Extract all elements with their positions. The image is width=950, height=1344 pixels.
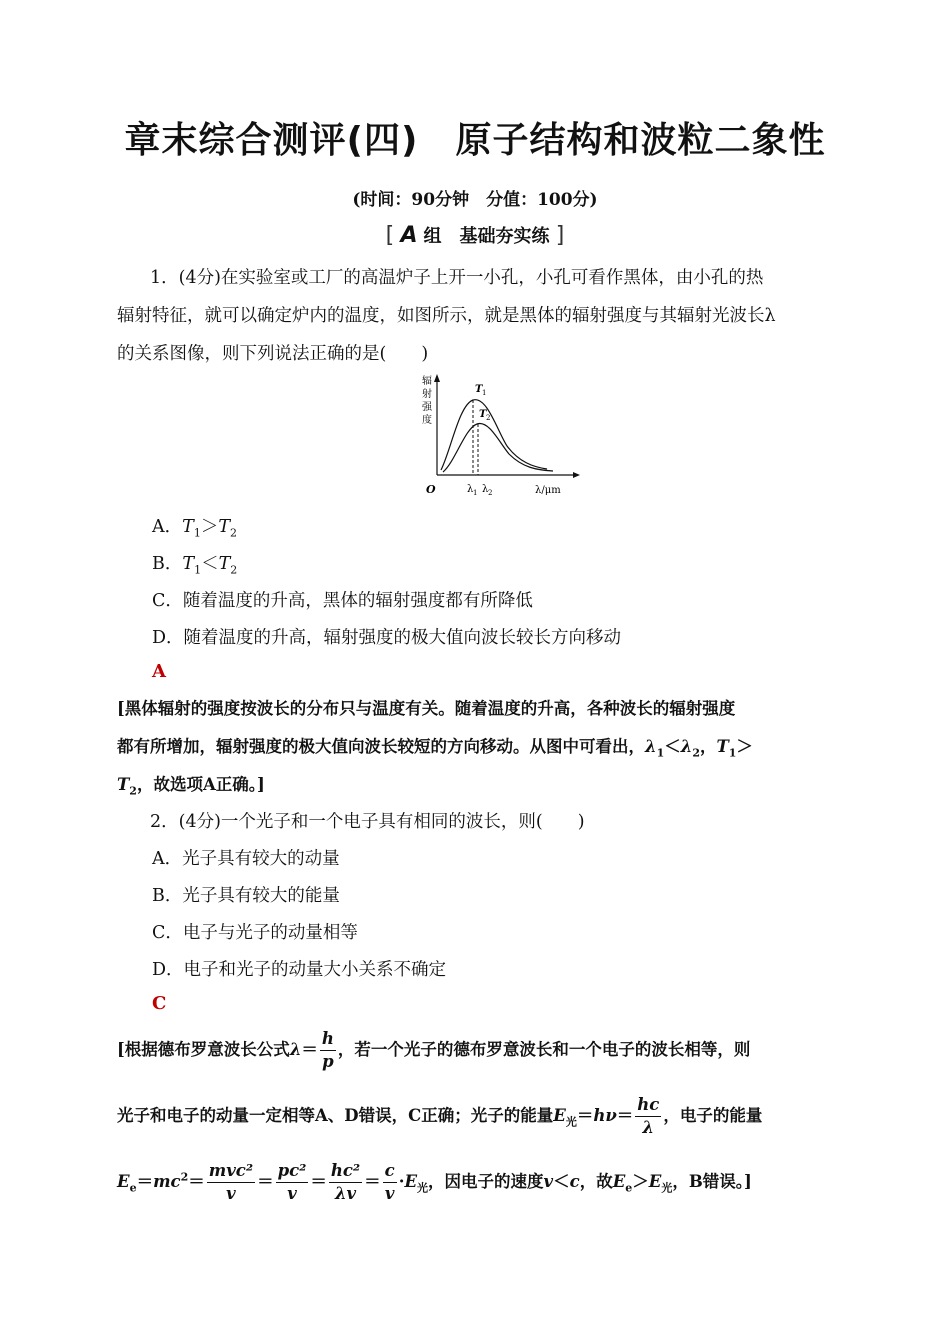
text: ，因电子的速度 [428,1172,544,1191]
group-label: 组 基础夯实练 [423,226,550,247]
blackbody-radiation-figure [415,370,585,500]
numerator: c [383,1160,397,1183]
numerator: h [320,1028,336,1051]
lambda1-label: λ [467,484,474,495]
fraction [329,1160,362,1205]
var: T [182,554,195,574]
var: T [117,775,130,794]
x-axis-arrow [573,472,580,478]
equals: ＝ [301,1040,318,1059]
subscript: 1 [728,746,737,760]
q2-stem: 2．(4分)一个光子和一个电子具有相同的波长，则( ) [150,812,585,832]
text: [根据德布罗意波长公式 [117,1040,290,1059]
t1-curve [441,400,547,470]
q1-stem-line1: 1．(4分)在实验室或工厂的高温炉子上开一小孔，小孔可看作黑体，由小孔的热 [150,268,764,288]
text: 都有所增加，辐射强度的极大值向波长较短的方向移动。从图中可看出， [117,737,645,756]
q1-stem-line3: 的关系图像，则下列说法正确的是( ) [117,344,429,364]
var: T [218,517,231,537]
var: λ [680,737,693,756]
denominator: p [322,1052,334,1071]
text: ，电子的能量 [663,1106,763,1125]
var: hν [593,1106,617,1125]
equals: ＝ [188,1172,205,1191]
superscript: 2 [180,1170,189,1184]
relation: ＜ [553,1172,570,1191]
equals: ＝ [364,1172,381,1191]
q1-option-b [152,550,237,577]
ylabel-char: 辐 [422,376,432,387]
numerator: hc² [329,1160,362,1183]
var: E [553,1106,566,1125]
subscript: 1 [656,746,665,760]
exam-meta: (时间：90分钟 分值：100分) [352,190,598,210]
fraction [276,1160,309,1205]
fraction [383,1160,397,1205]
var: T [218,554,231,574]
fraction [207,1160,255,1205]
var: E [648,1172,662,1191]
q1-explanation-line1: [黑体辐射的强度按波长的分布只与温度有关。随着温度的升高，各种波长的辐射强度 [117,699,736,718]
denominator: v [384,1184,395,1203]
numerator: hc [635,1094,661,1117]
equals: ＝ [136,1172,154,1191]
fraction [635,1094,661,1139]
t2-label: T [479,409,487,420]
section-heading [0,222,950,248]
subscript: 光 [565,1115,577,1129]
q2-explanation-line2 [117,1094,762,1139]
lambda2-label: λ [482,484,489,495]
bracket-open: [ [385,223,395,248]
var: E [404,1172,418,1191]
subscript: e [625,1181,633,1195]
q1-answer: A [152,661,166,682]
relation: ＞ [736,737,753,756]
var: T [182,517,194,537]
ylabel-char: 度 [422,415,432,426]
dot: · [398,1172,405,1191]
text: ，若一个光子的德布罗意波长和一个电子的波长相等，则 [337,1040,751,1059]
denominator: λv [334,1184,357,1203]
bracket-close: ] [555,223,565,248]
var: E [117,1172,130,1191]
denominator: v [226,1184,236,1203]
relation: ＜ [664,737,681,756]
q1-option-c: C．随着温度的升高，黑体的辐射强度都有所降低 [152,591,533,611]
lambda1-sub: 1 [473,489,478,497]
ylabel-char: 强 [422,402,432,413]
q2-option-d: D．电子和光子的动量大小关系不确定 [152,960,447,980]
var: λ [289,1040,302,1059]
subscript: 2 [230,526,238,540]
var: v [543,1172,554,1191]
subscript: 光 [661,1181,673,1195]
t2-curve [443,424,553,472]
q2-explanation-line1 [117,1028,750,1073]
t2-sub: 2 [486,414,491,422]
subscript: 2 [692,746,700,760]
text: ， [699,737,717,756]
subscript: 光 [417,1181,429,1195]
subscript: 1 [193,526,201,540]
equals: ＝ [576,1106,594,1125]
denominator: v [287,1184,297,1203]
equals: ＝ [257,1172,274,1191]
numerator: mvc² [207,1160,255,1183]
q1-stem-line2: 辐射特征，就可以确定炉内的温度，如图所示，就是黑体的辐射强度与其辐射光波长λ [117,306,776,326]
q1-explanation-line2 [117,733,753,759]
y-axis-arrow [434,374,440,382]
subscript: 2 [129,784,137,798]
q1-explanation-line3 [117,771,265,797]
ylabel-char: 射 [422,389,432,400]
q2-option-a: A．光子具有较大的动量 [152,849,340,869]
text: ，故选项A正确。] [136,775,265,794]
subscript: e [129,1181,137,1195]
var: T [716,737,729,756]
var: λ [645,737,657,756]
text: ，故 [579,1172,613,1191]
text: 光子和电子的动量一定相等A、D错误，C正确；光子的能量 [117,1106,554,1125]
equals: ＝ [310,1172,327,1191]
equals: ＝ [616,1106,634,1125]
origin-label: O [426,483,436,496]
relation: ＞ [632,1172,649,1191]
t1-sub: 1 [482,389,487,397]
q1-option-a [152,513,237,540]
numerator: pc² [276,1160,309,1183]
option-prefix: B． [152,554,183,574]
q2-option-b: B．光子具有较大的能量 [152,886,340,906]
text: ，B错误。] [672,1172,752,1191]
subscript: 1 [194,563,202,577]
page-title: 章末综合测评(四) 原子结构和波粒二象性 [124,120,826,161]
t1-label: T [475,384,483,395]
var: mc [153,1172,181,1191]
relation: ＜ [201,554,219,574]
var: c [569,1172,580,1191]
option-prefix: A． [152,517,183,537]
q1-option-d: D．随着温度的升高，辐射强度的极大值向波长较长方向移动 [152,628,622,648]
denominator: λ [642,1118,655,1137]
lambda2-sub: 2 [488,489,493,497]
group-letter: A [400,223,418,248]
subscript: 2 [230,563,238,577]
var: E [612,1172,626,1191]
q2-explanation-line3 [117,1160,752,1205]
fraction [320,1028,336,1073]
x-axis-label: λ/μm [535,485,561,496]
q2-option-c: C．电子与光子的动量相等 [152,923,358,943]
relation: ＞ [200,517,219,537]
q2-answer: C [152,993,167,1014]
